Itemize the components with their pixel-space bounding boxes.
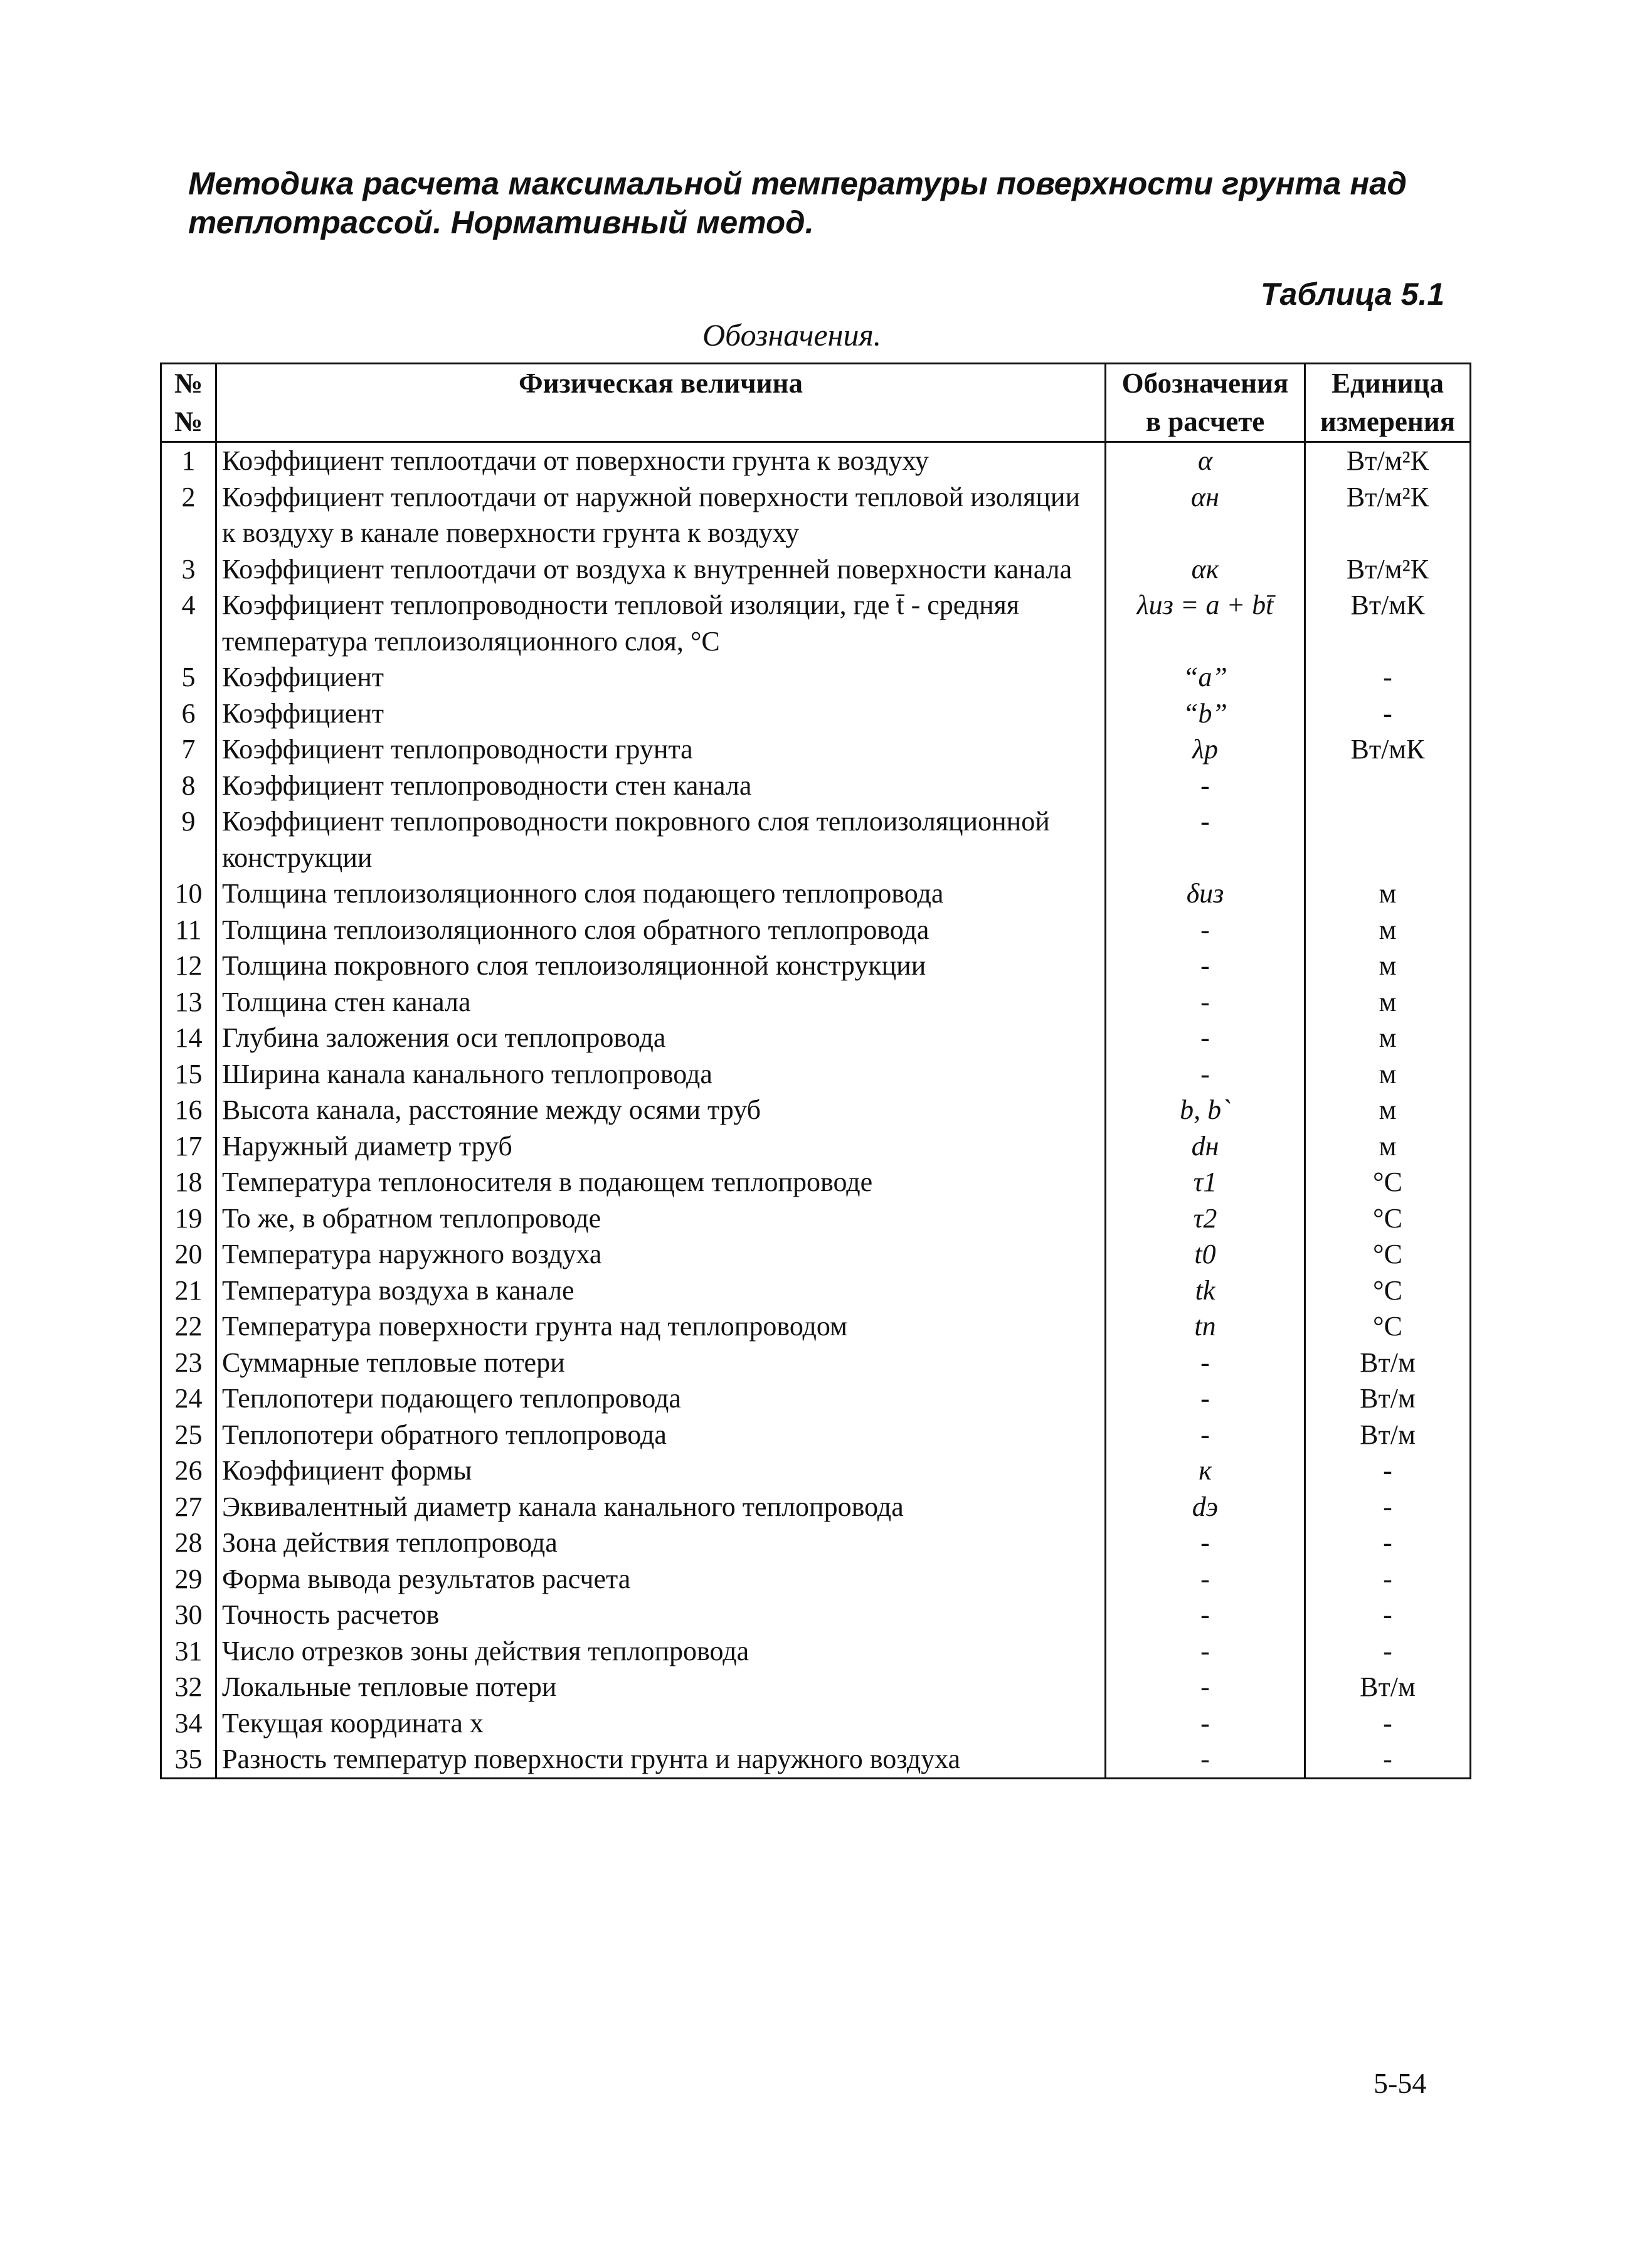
row-symbol: - bbox=[1106, 1561, 1305, 1597]
row-number: 32 bbox=[161, 1669, 216, 1705]
row-quantity: Толщина покровного слоя теплоизоляционной конструкции bbox=[216, 948, 1106, 984]
row-symbol: - bbox=[1106, 984, 1305, 1020]
row-unit: - bbox=[1305, 1561, 1471, 1597]
row-quantity: Коэффициент формы bbox=[216, 1453, 1106, 1489]
row-quantity: Теплопотери обратного теплопровода bbox=[216, 1417, 1106, 1453]
row-symbol: “b” bbox=[1106, 696, 1305, 732]
row-unit: °С bbox=[1305, 1308, 1471, 1345]
row-unit: Вт/м²К bbox=[1305, 442, 1471, 479]
row-quantity: Суммарные тепловые потери bbox=[216, 1345, 1106, 1381]
row-unit: м bbox=[1305, 1056, 1471, 1093]
table-row bbox=[161, 1345, 1471, 1381]
table-row bbox=[161, 768, 1471, 804]
table-row bbox=[161, 1489, 1471, 1525]
row-symbol: - bbox=[1106, 1741, 1305, 1778]
table-row bbox=[161, 1633, 1471, 1670]
row-quantity: Коэффициент теплопроводности тепловой изоляции, где t̄ - средняя температура теплоизоляционного слоя, °С bbox=[216, 587, 1106, 659]
row-number: 10 bbox=[161, 876, 216, 912]
row-unit: м bbox=[1305, 948, 1471, 984]
row-unit: - bbox=[1305, 1633, 1471, 1670]
table-row bbox=[161, 948, 1471, 984]
row-quantity: Коэффициент теплопроводности грунта bbox=[216, 731, 1106, 768]
row-symbol: - bbox=[1106, 1345, 1305, 1381]
row-number: 4 bbox=[161, 587, 216, 659]
row-symbol: - bbox=[1106, 1020, 1305, 1056]
row-quantity: Зона действия теплопровода bbox=[216, 1525, 1106, 1561]
table-row bbox=[161, 1056, 1471, 1093]
row-unit: - bbox=[1305, 1705, 1471, 1742]
row-quantity: Коэффициент теплоотдачи от поверхности грунта к воздуху bbox=[216, 442, 1106, 479]
table-row bbox=[161, 984, 1471, 1020]
row-quantity: Коэффициент теплопроводности стен канала bbox=[216, 768, 1106, 804]
row-unit: - bbox=[1305, 1489, 1471, 1525]
row-symbol: - bbox=[1106, 803, 1305, 876]
row-symbol: αн bbox=[1106, 479, 1305, 551]
row-unit: - bbox=[1305, 1597, 1471, 1633]
row-number: 21 bbox=[161, 1273, 216, 1309]
table-row bbox=[161, 442, 1471, 479]
table-row bbox=[161, 1308, 1471, 1345]
row-unit: - bbox=[1305, 1453, 1471, 1489]
header-symbol: Обозначения в расчете bbox=[1106, 364, 1305, 442]
row-quantity: Локальные тепловые потери bbox=[216, 1669, 1106, 1705]
row-symbol: - bbox=[1106, 1597, 1305, 1633]
row-quantity: Теплопотери подающего теплопровода bbox=[216, 1380, 1106, 1417]
row-symbol: - bbox=[1106, 1669, 1305, 1705]
row-quantity: Эквивалентный диаметр канала канального теплопровода bbox=[216, 1489, 1106, 1525]
row-number: 23 bbox=[161, 1345, 216, 1381]
row-number: 26 bbox=[161, 1453, 216, 1489]
header-unit: Единица измерения bbox=[1305, 364, 1471, 442]
row-number: 7 bbox=[161, 731, 216, 768]
row-unit: м bbox=[1305, 984, 1471, 1020]
row-number: 31 bbox=[161, 1633, 216, 1670]
row-symbol: tn bbox=[1106, 1308, 1305, 1345]
table-row bbox=[161, 1380, 1471, 1417]
row-number: 16 bbox=[161, 1092, 216, 1128]
row-symbol: - bbox=[1106, 768, 1305, 804]
row-symbol: τ1 bbox=[1106, 1164, 1305, 1200]
row-number: 25 bbox=[161, 1417, 216, 1453]
table-row bbox=[161, 1236, 1471, 1273]
row-unit: - bbox=[1305, 696, 1471, 732]
row-unit: м bbox=[1305, 1128, 1471, 1165]
row-unit: Вт/мК bbox=[1305, 587, 1471, 659]
header-num: № № bbox=[161, 364, 216, 442]
row-symbol: - bbox=[1106, 1705, 1305, 1742]
row-symbol: “a” bbox=[1106, 659, 1305, 696]
table-row bbox=[161, 1020, 1471, 1056]
row-unit: м bbox=[1305, 1092, 1471, 1128]
table-row bbox=[161, 1453, 1471, 1489]
row-number: 24 bbox=[161, 1380, 216, 1417]
row-unit: Вт/м bbox=[1305, 1345, 1471, 1381]
row-symbol: - bbox=[1106, 1417, 1305, 1453]
table-row bbox=[161, 696, 1471, 732]
table-row bbox=[161, 1417, 1471, 1453]
row-unit: - bbox=[1305, 1741, 1471, 1778]
row-number: 17 bbox=[161, 1128, 216, 1165]
row-symbol: - bbox=[1106, 912, 1305, 948]
row-symbol: - bbox=[1106, 1525, 1305, 1561]
table-row bbox=[161, 1164, 1471, 1200]
table-header-row bbox=[161, 364, 1471, 442]
row-number: 27 bbox=[161, 1489, 216, 1525]
table-row bbox=[161, 1200, 1471, 1237]
page-number: 5-54 bbox=[1374, 2067, 1427, 2099]
row-unit: - bbox=[1305, 659, 1471, 696]
row-number: 6 bbox=[161, 696, 216, 732]
row-number: 29 bbox=[161, 1561, 216, 1597]
row-unit bbox=[1305, 803, 1471, 876]
row-number: 34 bbox=[161, 1705, 216, 1742]
table-row bbox=[161, 659, 1471, 696]
row-unit: Вт/м²К bbox=[1305, 479, 1471, 551]
row-unit: м bbox=[1305, 912, 1471, 948]
row-quantity: Коэффициент теплоотдачи от наружной поверхности тепловой изоляции к воздуху в канале поверхности грунта к воздуху bbox=[216, 479, 1106, 551]
row-number: 19 bbox=[161, 1200, 216, 1237]
row-unit: Вт/м bbox=[1305, 1380, 1471, 1417]
row-quantity: Коэффициент теплопроводности покровного слоя теплоизоляционной конструкции bbox=[216, 803, 1106, 876]
table-row bbox=[161, 803, 1471, 876]
row-symbol: t0 bbox=[1106, 1236, 1305, 1273]
table-row bbox=[161, 479, 1471, 551]
row-quantity: Температура теплоносителя в подающем теплопроводе bbox=[216, 1164, 1106, 1200]
row-number: 8 bbox=[161, 768, 216, 804]
row-symbol: α bbox=[1106, 442, 1305, 479]
row-quantity: Температура поверхности грунта над теплопроводом bbox=[216, 1308, 1106, 1345]
table-number: Таблица 5.1 bbox=[1261, 277, 1445, 312]
row-quantity: Толщина теплоизоляционного слоя обратного теплопровода bbox=[216, 912, 1106, 948]
table-row bbox=[161, 1741, 1471, 1778]
table-row bbox=[161, 1561, 1471, 1597]
row-unit: Вт/мК bbox=[1305, 731, 1471, 768]
row-unit: - bbox=[1305, 1525, 1471, 1561]
row-unit: Вт/м bbox=[1305, 1669, 1471, 1705]
row-unit: м bbox=[1305, 876, 1471, 912]
row-unit bbox=[1305, 768, 1471, 804]
row-symbol: λр bbox=[1106, 731, 1305, 768]
header-quantity: Физическая величина bbox=[216, 364, 1106, 442]
row-quantity: Текущая координата х bbox=[216, 1705, 1106, 1742]
row-quantity: Толщина стен канала bbox=[216, 984, 1106, 1020]
row-symbol: λиз = a + bt̄ bbox=[1106, 587, 1305, 659]
row-unit: м bbox=[1305, 1020, 1471, 1056]
table-row bbox=[161, 912, 1471, 948]
row-symbol: dэ bbox=[1106, 1489, 1305, 1525]
table-row bbox=[161, 1128, 1471, 1165]
row-symbol: τ2 bbox=[1106, 1200, 1305, 1237]
row-symbol: - bbox=[1106, 948, 1305, 984]
row-number: 9 bbox=[161, 803, 216, 876]
table-row bbox=[161, 1273, 1471, 1309]
row-number: 12 bbox=[161, 948, 216, 984]
table-row bbox=[161, 1705, 1471, 1742]
row-number: 14 bbox=[161, 1020, 216, 1056]
row-quantity: Ширина канала канального теплопровода bbox=[216, 1056, 1106, 1093]
table-row bbox=[161, 876, 1471, 912]
row-unit: °С bbox=[1305, 1236, 1471, 1273]
table-row bbox=[161, 1525, 1471, 1561]
row-symbol: αк bbox=[1106, 551, 1305, 588]
table-row bbox=[161, 587, 1471, 659]
row-symbol: tk bbox=[1106, 1273, 1305, 1309]
row-quantity: Форма вывода результатов расчета bbox=[216, 1561, 1106, 1597]
row-number: 30 bbox=[161, 1597, 216, 1633]
row-symbol: - bbox=[1106, 1056, 1305, 1093]
table-row bbox=[161, 551, 1471, 588]
row-symbol: - bbox=[1106, 1380, 1305, 1417]
row-unit: °С bbox=[1305, 1273, 1471, 1309]
row-quantity: Число отрезков зоны действия теплопровода bbox=[216, 1633, 1106, 1670]
row-number: 20 bbox=[161, 1236, 216, 1273]
row-number: 15 bbox=[161, 1056, 216, 1093]
row-unit: °С bbox=[1305, 1200, 1471, 1237]
row-number: 35 bbox=[161, 1741, 216, 1778]
row-number: 22 bbox=[161, 1308, 216, 1345]
notation-table bbox=[160, 363, 1471, 1779]
row-quantity: Глубина заложения оси теплопровода bbox=[216, 1020, 1106, 1056]
row-quantity: Температура воздуха в канале bbox=[216, 1273, 1106, 1309]
row-unit: Вт/м²К bbox=[1305, 551, 1471, 588]
row-quantity: Высота канала, расстояние между осями труб bbox=[216, 1092, 1106, 1128]
table-row bbox=[161, 1597, 1471, 1633]
row-number: 11 bbox=[161, 912, 216, 948]
table-row bbox=[161, 1092, 1471, 1128]
row-symbol: b, b` bbox=[1106, 1092, 1305, 1128]
row-quantity: То же, в обратном теплопроводе bbox=[216, 1200, 1106, 1237]
row-quantity: Коэффициент bbox=[216, 659, 1106, 696]
table-row bbox=[161, 1669, 1471, 1705]
row-quantity: Коэффициент bbox=[216, 696, 1106, 732]
row-number: 5 bbox=[161, 659, 216, 696]
row-quantity: Наружный диаметр труб bbox=[216, 1128, 1106, 1165]
row-symbol: - bbox=[1106, 1633, 1305, 1670]
row-quantity: Толщина теплоизоляционного слоя подающего теплопровода bbox=[216, 876, 1106, 912]
row-quantity: Разность температур поверхности грунта и наружного воздуха bbox=[216, 1741, 1106, 1778]
page-heading: Методика расчета максимальной температуры поверхности грунта над теплотрассой. Нормативный метод. bbox=[188, 166, 1407, 240]
row-number: 18 bbox=[161, 1164, 216, 1200]
row-symbol: к bbox=[1106, 1453, 1305, 1489]
row-quantity: Точность расчетов bbox=[216, 1597, 1106, 1633]
row-number: 2 bbox=[161, 479, 216, 551]
row-number: 1 bbox=[161, 442, 216, 479]
row-number: 3 bbox=[161, 551, 216, 588]
table-caption: Обозначения. bbox=[702, 317, 882, 352]
row-number: 13 bbox=[161, 984, 216, 1020]
table-row bbox=[161, 731, 1471, 768]
row-unit: Вт/м bbox=[1305, 1417, 1471, 1453]
row-symbol: dн bbox=[1106, 1128, 1305, 1165]
row-number: 28 bbox=[161, 1525, 216, 1561]
row-unit: °С bbox=[1305, 1164, 1471, 1200]
row-quantity: Коэффициент теплоотдачи от воздуха к внутренней поверхности канала bbox=[216, 551, 1106, 588]
row-symbol: δиз bbox=[1106, 876, 1305, 912]
row-quantity: Температура наружного воздуха bbox=[216, 1236, 1106, 1273]
